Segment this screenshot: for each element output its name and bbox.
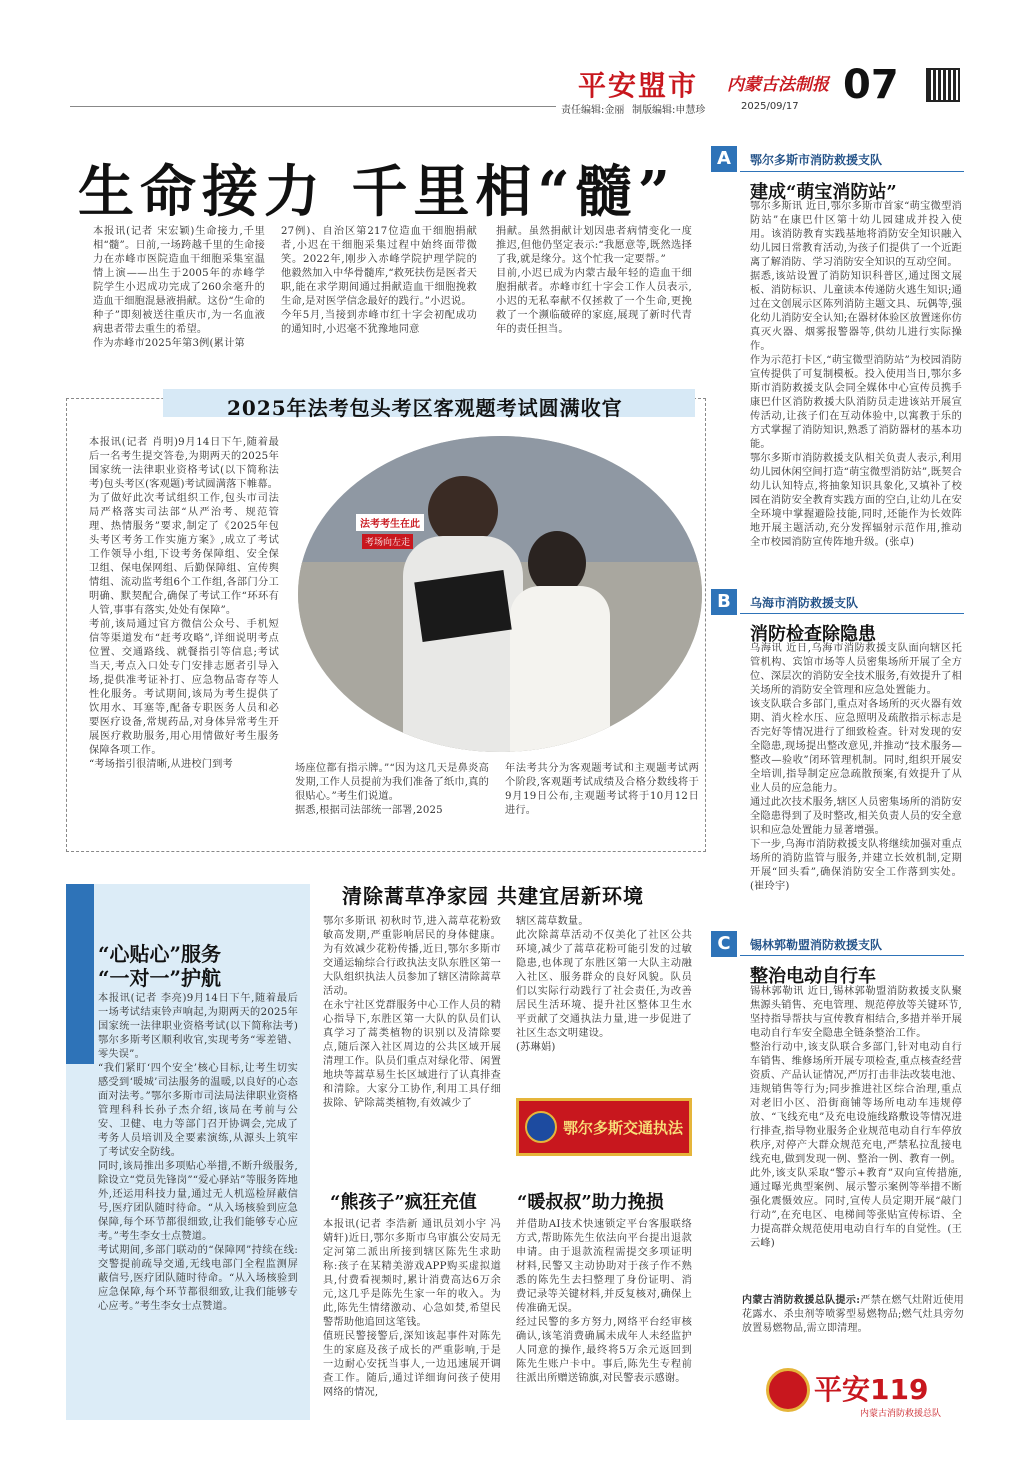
- lead-col3: 捐献。虽然捐献计划因患者病情变化一度推迟,但他仍坚定表示:“我愿意等,既然选择了我,就是缘分。这个忙我一定要帮。” 目前,小迟已成为内蒙古最年轻的造血干细胞捐献者。赤峰市红十字会工作人员表示,小迟的无私奉献不仅拯救了一个生命,更挽救了一个濒临破碎的家庭,展现了新时代青年的责任担当。: [496, 226, 692, 335]
- photo-sign: 考场向左走: [362, 534, 413, 549]
- tag-a: A: [711, 146, 737, 172]
- tag-b: B: [711, 589, 737, 615]
- kid-headline: “熊孩子”疯狂充值: [330, 1192, 477, 1213]
- fire-tip-head: 内蒙古消防救援总队提示:: [742, 1295, 861, 1306]
- rule-b: [740, 613, 964, 614]
- kid-text: 本报讯(记者 李浩新 通讯员刘小宇 冯婧轩)近日,鄂尔多斯市乌审旗公安局无定河第二派出所接到辖区陈先生求助称:孩子在某精美游戏APP购买虚拟道具,付费看视频时,累计消费高达6万余元,这几乎是陈先生家一年的收入。为此,陈先生情绪激动、心急如焚,希望民警帮助他追回这笔钱。 值班民警接警后,深知该起事件对陈先生的家庭及孩子成长的严重影响,于是一边耐心安抚当事人,一边迅速展开调查工作。随后,通过详细询问孩子使用网络的情况,: [323, 1219, 501, 1398]
- issue-date: 2025/09/17: [741, 101, 799, 112]
- qr-code-icon: [926, 68, 960, 102]
- newspaper-brand: 内蒙古法制报: [727, 75, 829, 95]
- headline-a: 建成“萌宝消防站”: [750, 182, 897, 203]
- weeds-col2: 辖区蒿草数量。 此次除蒿草活动不仅美化了社区公共环境,减少了蒿草花粉可能引发的过敏隐患,也体现了东胜区第一大队主动融入社区、服务群众的良好风貌。队员们以实际行动践行了社会责任,为改善居民生活环境、提升社区整体卫生水平贡献了交通执法力量,进一步促进了社区生态文明建设。 (苏琳娟): [516, 916, 692, 1053]
- text-a: 鄂尔多斯讯 近日,鄂尔多斯市首家“萌宝微型消防站”在康巴什区第十幼儿园建成并投入使用。该消防教育实践基地将消防安全知识融入幼儿园日常教育活动,为孩子们提供了一个近距离了解消防、学习消防安全知识的互动空间。 据悉,该站设置了消防知识科普区,通过图文展板、消防标识、儿童读本传递防火逃生知识;通过在文创展示区陈列消防主题文具、玩偶等,强化幼儿消防安全认知;在器材体验区放置迷你仿真灭火器、烟雾报警器等,供幼儿进行实际操作。 作为示范打卡区,“萌宝微型消防站”为校园消防宣传提供了可复制模板。投入使用当日,鄂尔多斯市消防救援支队会同全媒体中心宣传员携手康巴什区消防救援大队消防员走进该站开展宣传活动,让孩子们在互动体验中,以寓教于乐的方式掌握了消防知识,熟悉了消防器材的基本功能。 鄂尔多斯市消防救援支队相关负责人表示,利用幼儿园休闲空间打造“萌宝微型消防站”,既契合幼儿认知特点,将抽象知识具象化,又填补了校园在消防安全教育实践方面的空白,让幼儿在安全环境中掌握避险技能,同时,还能作为长效阵地开展主题活动,充分发挥辐射示范作用,推动全市校园消防宣传阵地升级。(张卓): [750, 201, 962, 548]
- unit-a: 鄂尔多斯市消防救援支队: [750, 153, 883, 167]
- page-number: 07: [843, 62, 899, 108]
- uncle-headline: “暖叔叔”助力挽损: [517, 1192, 664, 1213]
- logo-text: 平安119: [814, 1373, 929, 1406]
- header-rule: [70, 106, 556, 107]
- unit-c: 锡林郭勒盟消防救援支队: [750, 938, 883, 952]
- fire-tip-text: 严禁在燃气灶附近使用花露水、杀虫剂等喷雾型易燃物品;燃气灶具旁勿放置易燃物品,需立即清理。: [742, 1295, 965, 1334]
- tag-c: C: [711, 931, 737, 957]
- sidebar-title-2: “一对一”护航: [98, 966, 222, 990]
- lead-col2: 27例)、自治区第217位造血干细胞捐献者,小迟在干细胞采集过程中始终面带微笑。2022年,刚步入赤峰学院护理学院的他毅然加入中华骨髓库,“救死扶伤是医者天职,能在求学期间通过捐献造血干细胞挽救生命,是对医学信念最好的践行。”小迟说。 今年5月,当接到赤峰市红十字会初配成功的通知时,小迟毫不犹豫地同意: [281, 226, 477, 335]
- lead-col1: 本报讯(记者 宋宏颖)生命接力,千里相“髓”。日前,一场跨越千里的生命接力在赤峰市医院造血干细胞采集室温情上演——出生于2005年的赤峰学院学生小迟成功完成了260余毫升的造血干细胞混悬液捐献。这份“生命的种子”即刻被送往重庆市,为一名血液病患者带去重生的希望。 作为赤峰市2025年第3例(累计第: [93, 226, 265, 349]
- sidebar-stripe: [66, 884, 94, 1064]
- exam-headline: 2025年法考包头考区客观题考试圆满收官: [227, 396, 623, 420]
- section-title: 平安盟市: [578, 69, 699, 102]
- exam-photo: [298, 436, 702, 752]
- weeds-col1: 鄂尔多斯讯 初秋时节,进入蒿草花粉致敏高发期,严重影响居民的身体健康。为有效减少花粉传播,近日,鄂尔多斯市交通运输综合行政执法支队东胜区第一大队组织执法人员参加了辖区清除蒿草活动。 在永宁社区党群服务中心工作人员的精心指导下,东胜区第一大队的队员们认真学习了蒿类植物的识别以及清除要点,随后深入社区周边的公共区域开展清理工作。队员们重点对绿化带、闲置地块等蒿草易生长区域进行了认真排查和清除。大家分工协作,利用工具仔细拔除、铲除蒿类植物,有效减少了: [323, 916, 501, 1109]
- exam-col1: 本报讯(记者 肖明)9月14日下午,随着最后一名考生提交答卷,为期两天的2025年国家统一法律职业资格考试(以下简称法考)包头考区(客观题)考试圆满落下帷幕。 为了做好此次考试组织工作,包头市司法局严格落实司法部“从严治考、规范管理、热情服务”要求,制定了《2025年包头考区考务工作实施方案》,成立了考试工作领导小组,下设考务保障组、安全保卫组、保电保网组、后勤保障组、宣传舆情组、流动监考组6个工作组,各部门分工明确、默契配合,确保了考试工作“环环有人管,事事有落实,处处有保障”。 考前,该局通过官方微信公众号、手机短信等渠道发布“赶考攻略”,详细说明考点位置、交通路线、就餐指引等信息;考试当天,考点入口处专门安排志愿者引导入场,提供准考证补打、应急物品寄存等人性化服务。考试期间,该局为考生提供了饮用水、耳塞等,配备专职医务人员和必要医疗设备,常规药品,对身体异常考生开展医疗救助服务,用心用情做好考生服务保障各项工作。 “考场指引很清晰,从进校门到考: [89, 437, 279, 770]
- unit-b: 乌海市消防救援支队: [750, 596, 859, 610]
- text-b: 乌海讯 近日,乌海市消防救援支队面向辖区托管机构、宾馆市场等人员密集场所开展了全方位、深层次的消防安全技术服务,有效提升了相关场所的消防安全管理和应急处置能力。 该支队联合多部门,重点对各场所的灭火器有效期、消火栓水压、应急照明及疏散指示标志是否完好等情况进行了细致检查。针对发现的安全隐患,现场提出整改意见,并推动“技术服务—整改—验收”闭环管理机制。同时,组织开展安全培训,指导制定应急疏散预案,有效提升了从业人员的应急能力。 通过此次技术服务,辖区人员密集场所的消防安全隐患得到了及时整改,相关负责人员的安全意识和应急处置能力显著增强。 下一步,乌海市消防救援支队将继续加强对重点场所的消防监管与服务,并建立长效机制,定期开展“回头看”,确保消防安全工作落到实处。(崔玲宇): [750, 643, 962, 892]
- traffic-banner-text: 鄂尔多斯交通执法: [563, 1119, 684, 1137]
- rule-c: [740, 955, 964, 956]
- lead-headline: 生命接力 千里相“髓”: [78, 159, 676, 225]
- traffic-banner: [516, 1098, 692, 1156]
- headline-b: 消防检查除隐患: [750, 624, 876, 645]
- sidebar-title-1: “心贴心”服务: [98, 942, 222, 966]
- editor-credit: 责任编辑:金丽: [561, 105, 625, 116]
- weeds-headline: 清除蒿草净家园 共建宜居新环境: [342, 884, 644, 908]
- headline-c: 整治电动自行车: [750, 966, 876, 987]
- text-c: 锡林郭勒讯 近日,锡林郭勒盟消防救援支队聚焦源头销售、充电管理、规范停放等关键环节,坚持指导帮扶与宣传教育相结合,多措并举开展电动自行车安全隐患全链条整治工作。 整治行动中,该支队联合多部门,针对电动自行车销售、维修场所开展专项检查,重点核查经营资质、产品认证情况,严厉打击非法改装电池、违规销售等行为;同步推进社区综合治理,重点对老旧小区、沿街商铺等场所电动车违规停放、“飞线充电”及充电设施线路敷设等情况进行排查,指导物业服务企业规范电动自行车停放秩序,对停产大群众规范充电,严禁私拉乱接电线充电,做到发现一例、整治一例、教育一例。 此外,该支队采取“警示+教育”双向宣传措施,通过曝光典型案例、展示警示案例等举措不断强化震慑效应。同时,宣传人员定期开展“敲门行动”,在充电区、电梯间等张贴宣传标语、全力提高群众规范使用电动自行车的自觉性。(王云峰): [750, 986, 962, 1249]
- logo-subtext: 内蒙古消防救援总队: [860, 1409, 942, 1419]
- uncle-text: 并借助AI技术快速锁定平台客服联络方式,帮助陈先生依法向平台提出退款申请。由于退款流程需提交多项证明材料,民警又主动协助对于孩子作不熟悉的陈先生去扫整理了身份证明、消费记录等关键材料,并反复核对,确保上传准确无误。 经过民警的多方努力,网络平台经审核确认,该笔消费确属未成年人未经监护人同意的操作,最终将5万余元返回到陈先生账户卡中。事后,陈先生专程前往派出所赠送锦旗,对民警表示感谢。: [516, 1219, 692, 1384]
- safety-119-logo: [766, 1364, 960, 1426]
- exam-col2: 场座位都有指示牌。”“因为这几天是鼻炎高发期,工作人员提前为我们准备了纸巾,真的很贴心。”考生们说道。 据悉,根据司法部统一部署,2025: [295, 763, 489, 816]
- exam-col3: 年法考共分为客观题考试和主观题考试两个阶段,客观题考试成绩及合格分数线将于9月19日公布,主观题考试将于10月12日进行。: [505, 763, 699, 816]
- rule-a: [740, 171, 964, 172]
- sidebar-text: 本报讯(记者 李亮)9月14日下午,随着最后一场考试结束铃声响起,为期两天的2025年国家统一法律职业资格考试(以下简称法考)鄂尔多斯考区顺利收官,实现考务“零差错、零失误”。 “我们紧盯‘四个安全’核心目标,让考生切实感受到‘暖城’司法服务的温暖,以良好的心态面对法考。”鄂尔多斯市司法局法律职业资格管理科科长孙子杰介绍,该局在考前与公安、卫健、电力等部门召开协调会,完成了考务人员培训及全要素演练,从源头上筑牢了考试安全防线。 同时,该局推出多项贴心举措,不断升级服务,除设立“党员先锋岗”“爱心驿站”等服务阵地外,还运用科技力量,通过无人机巡检屏蔽信号,医疗团队随时待命。“从入场核验到应急保障,每个环节都很细致,让我们能够专心应考。”考生李女士点赞道。 考试期间,多部门联动的“保障网”持续在线:交警提前疏导交通,无线电部门全程监测屏蔽信号,医疗团队随时待命。“从入场核验到应急保障,每个环节都很细致,让我们能够专心应考。”考生李女士点赞道。: [98, 993, 298, 1312]
- photo-banner: 法考考生在此: [356, 514, 424, 531]
- layout-editor-credit: 制版编辑:申慧珍: [632, 105, 706, 116]
